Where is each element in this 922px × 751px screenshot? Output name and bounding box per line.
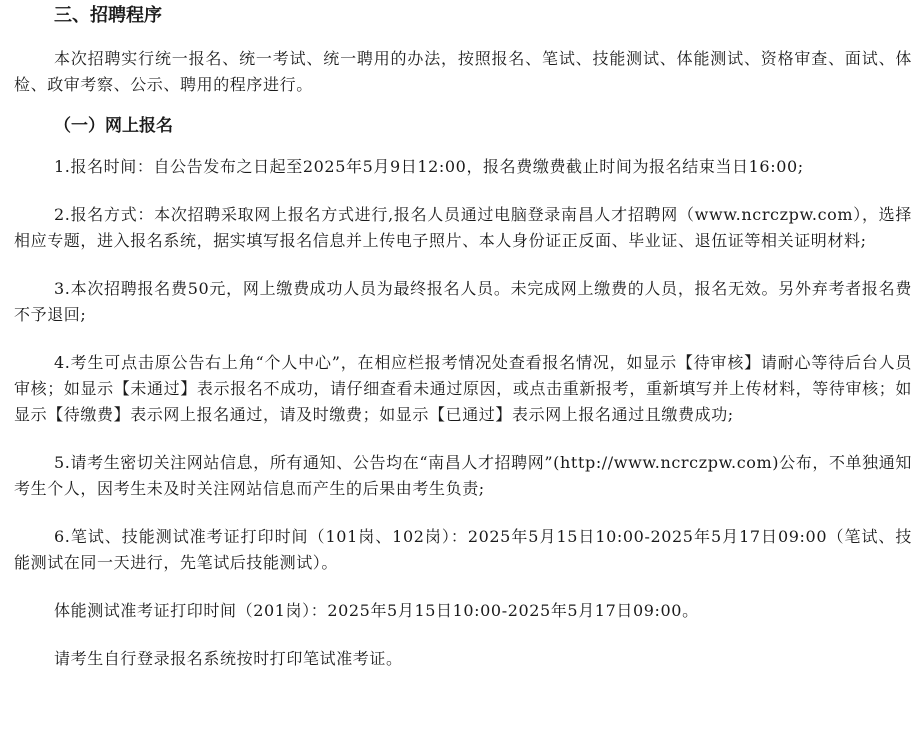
subsection-title: （一）网上报名 <box>54 116 173 136</box>
spacer <box>14 428 912 450</box>
paragraph-print-notice: 请考生自行登录报名系统按时打印笔试准考证。 <box>54 649 403 668</box>
paragraph-item-3: 3.本次招聘报名费50元，网上缴费成功人员为最终报名人员。未完成网上缴费的人员，报名无效。另外弃考者报名费不予退回; <box>14 279 912 324</box>
section-title: 三、招聘程序 <box>54 5 162 26</box>
spacer <box>14 98 912 114</box>
spacer <box>14 32 912 46</box>
spacer <box>14 502 912 524</box>
paragraph-physical-test: 体能测试准考证打印时间（201岗）：2025年5月15日10:00-2025年5月17日09:00。 <box>54 601 699 620</box>
spacer <box>14 180 912 202</box>
document-body <box>14 4 912 672</box>
spacer <box>14 138 912 154</box>
spacer <box>14 576 912 598</box>
paragraph-item-1: 1.报名时间：自公告发布之日起至2025年5月9日12:00，报名费缴费截止时间为报名结束当日16:00; <box>54 157 804 176</box>
spacer <box>14 624 912 646</box>
paragraph-item-6: 6.笔试、技能测试准考证打印时间（101岗、102岗）：2025年5月15日10:00-2025年5月17日09:00（笔试、技能测试在同一天进行，先笔试后技能测试）。 <box>14 527 912 572</box>
paragraph-item-5: 5.请考生密切关注网站信息，所有通知、公告均在“南昌人才招聘网”(http://www.ncrczpw.com)公布，不单独通知考生个人，因考生未及时关注网站信息而产生的后果由考生负责; <box>14 453 912 498</box>
spacer <box>14 254 912 276</box>
spacer <box>14 328 912 350</box>
section-intro-paragraph: 本次招聘实行统一报名、统一考试、统一聘用的办法，按照报名、笔试、技能测试、体能测试、资格审查、面试、体检、政审考察、公示、聘用的程序进行。 <box>14 49 912 94</box>
paragraph-item-2: 2.报名方式：本次招聘采取网上报名方式进行,报名人员通过电脑登录南昌人才招聘网（www.ncrczpw.com），选择相应专题，进入报名系统，据实填写报名信息并上传电子照片、本人身份证正反面、毕业证、退伍证等相关证明材料; <box>14 205 912 250</box>
paragraph-item-4: 4.考生可点击原公告右上角“个人中心”，在相应栏报考情况处查看报名情况，如显示【待审核】请耐心等待后台人员审核；如显示【未通过】表示报名不成功，请仔细查看未通过原因，或点击重新报考，重新填写并上传材料，等待审核；如显示【待缴费】表示网上报名通过，请及时缴费；如显示【已通过】表示网上报名通过且缴费成功; <box>14 353 912 424</box>
